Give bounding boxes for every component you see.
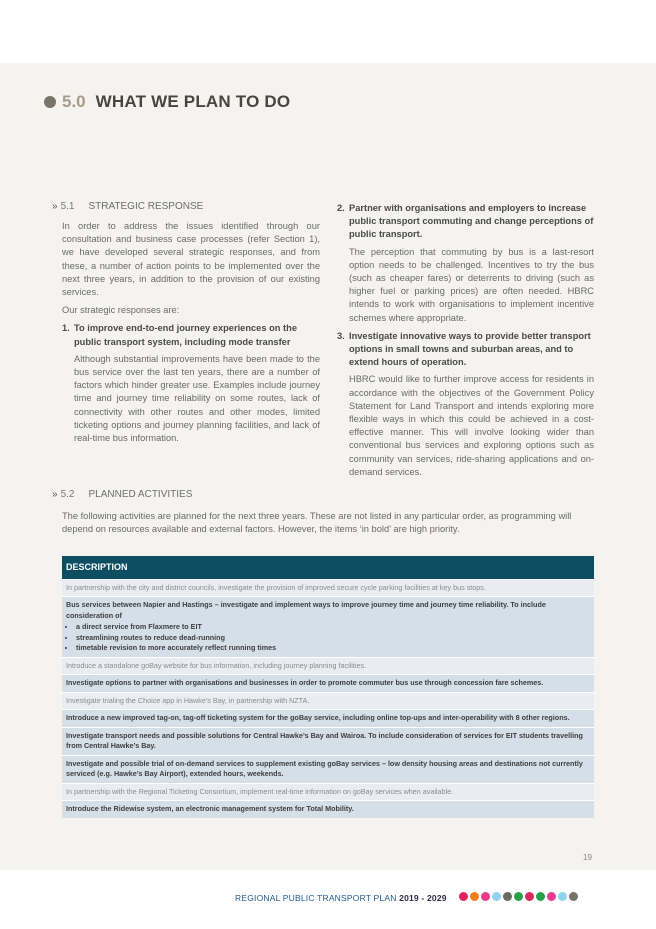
color-dot-icon <box>525 892 534 901</box>
color-dot-icon <box>459 892 468 901</box>
color-dot-icon <box>503 892 512 901</box>
footer-label: REGIONAL PUBLIC TRANSPORT PLAN <box>235 893 397 903</box>
table-row: Introduce a new improved tag-on, tag-off ticketing system for the goBay service, including online top-ups and inter-operability with 8 other regions. <box>62 709 594 727</box>
planned-activities-intro: The following activities are planned for the next three years. These are not listed in any particular order, as programming will depend on resources available and external factors. However, the items ‘in bold’ are high priority. <box>62 511 572 534</box>
list-item: • timetable revision to more accurately reflect running times <box>76 643 590 654</box>
chevron-right-icon: » <box>52 201 57 212</box>
strategic-response-3 <box>337 330 594 370</box>
section-heading <box>44 92 290 112</box>
paragraph: The perception that commuting by bus is a last-resort option needs to be challenged. Incentives to try the bus (such as cheaper fares) or deterrents to driving (such as higher fuel or parking prices) are often needed. HBRC intends to work with organisations to implement incentive schemes where appropriate. <box>349 246 594 323</box>
table-row: Introduce the Ridewise system, an electronic management system for Total Mobility. <box>62 800 594 818</box>
paragraph: Our strategic responses are: <box>62 305 180 316</box>
subsection-title: PLANNED ACTIVITIES <box>88 489 193 500</box>
chevron-right-icon: » <box>52 489 57 500</box>
activities-table <box>62 556 594 818</box>
paragraph: HBRC would like to further improve access for residents in accordance with the objectives of the Government Policy Statement for Land Transport and intends exploring more flexible ways in which this could be achieved in a cost-effective manner. This will involve looking wider than conventional bus services and exploring options such as community van services, ride-sharing applications and on-demand services. <box>349 374 594 477</box>
item-number: 2. <box>337 203 345 213</box>
list-item: • a direct service from Flaxmere to EIT <box>76 622 590 633</box>
table-row: In partnership with the Regional Ticketing Consortium, implement real-time information on goBay services when available. <box>62 783 594 801</box>
table-row: In partnership with the city and district councils, investigate the provision of improved secure cycle parking facilities at key bus stops. <box>62 579 594 597</box>
right-column <box>337 200 594 484</box>
color-dot-icon <box>536 892 545 901</box>
paragraph: Although substantial improvements have been made to the bus service over the last ten years, there are a number of factors which hinder greater use. Examples include journey time and journey time reliability on some routes, lack of connectivity with other routes and other modes, limited ticketing options and journey planning facilities, and lack of real-time bus information. <box>74 353 320 444</box>
strategic-response-2 <box>337 202 594 242</box>
color-dot-icon <box>514 892 523 901</box>
section-title: WHAT WE PLAN TO DO <box>95 92 291 111</box>
table-row: Investigate options to partner with organisations and businesses in order to promote commuter bus use through concession fare schemes. <box>62 674 594 692</box>
color-dot-icon <box>569 892 578 901</box>
item-title: Investigate innovative ways to provide better transport options in small towns and suburban areas, and to extend hours of operation. <box>349 330 591 368</box>
color-dot-icon <box>481 892 490 901</box>
item-title: To improve end-to-end journey experiences on the public transport system, including mode transfer <box>74 323 297 347</box>
bullet-list <box>66 622 590 654</box>
table-header: DESCRIPTION <box>62 556 594 579</box>
row-text: Bus services between Napier and Hastings – investigate and implement ways to improve journey time and journey time reliability. To include consideration of <box>66 600 546 620</box>
subsection-5-1-heading <box>52 201 203 212</box>
bullet-dot-icon <box>44 96 56 108</box>
item-number: 3. <box>337 330 345 341</box>
color-dot-icon <box>558 892 567 901</box>
table-row <box>62 596 594 657</box>
list-item: • streamlining routes to reduce dead-running <box>76 633 590 644</box>
left-column <box>62 220 320 450</box>
strategic-response-1 <box>62 322 320 348</box>
table-row: Introduce a standalone goBay website for bus information, including journey planning facilities. <box>62 657 594 675</box>
item-title: Partner with organisations and employers to increase public transport commuting and change perceptions of public transport. <box>349 203 594 240</box>
subsection-number: 5.1 <box>60 201 75 212</box>
color-dot-icon <box>470 892 479 901</box>
section-number: 5.0 <box>62 92 86 111</box>
subsection-number: 5.2 <box>60 489 75 500</box>
table-row: Investigate and possible trial of on-demand services to supplement existing goBay services – low density housing areas and destinations not currently serviced (e.g. Hawke’s Bay Airport), extended hours, weekends. <box>62 755 594 783</box>
subsection-title: STRATEGIC RESPONSE <box>88 201 204 212</box>
color-dot-icon <box>492 892 501 901</box>
subsection-5-2-heading <box>52 489 192 500</box>
footer-title <box>235 893 447 903</box>
footer-years: 2019 - 2029 <box>399 893 447 903</box>
page-number: 19 <box>583 853 592 862</box>
item-number: 1. <box>62 323 70 334</box>
table-row: Investigate trialing the Choice app in Hawke’s Bay, in partnership with NZTA. <box>62 692 594 710</box>
paragraph: In order to address the issues identified through our consultation and business case processes (refer Section 1), we have developed several strategic responses, and from these, a number of action points to be implemented over the next three years, in addition to the provision of our existing services. <box>62 221 320 298</box>
color-dot-icon <box>547 892 556 901</box>
table-row: Investigate transport needs and possible solutions for Central Hawke’s Bay and Wairoa. To include consideration of services for EIT students travelling from Central Hawke’s Bay. <box>62 727 594 755</box>
footer-color-dots <box>459 892 580 901</box>
